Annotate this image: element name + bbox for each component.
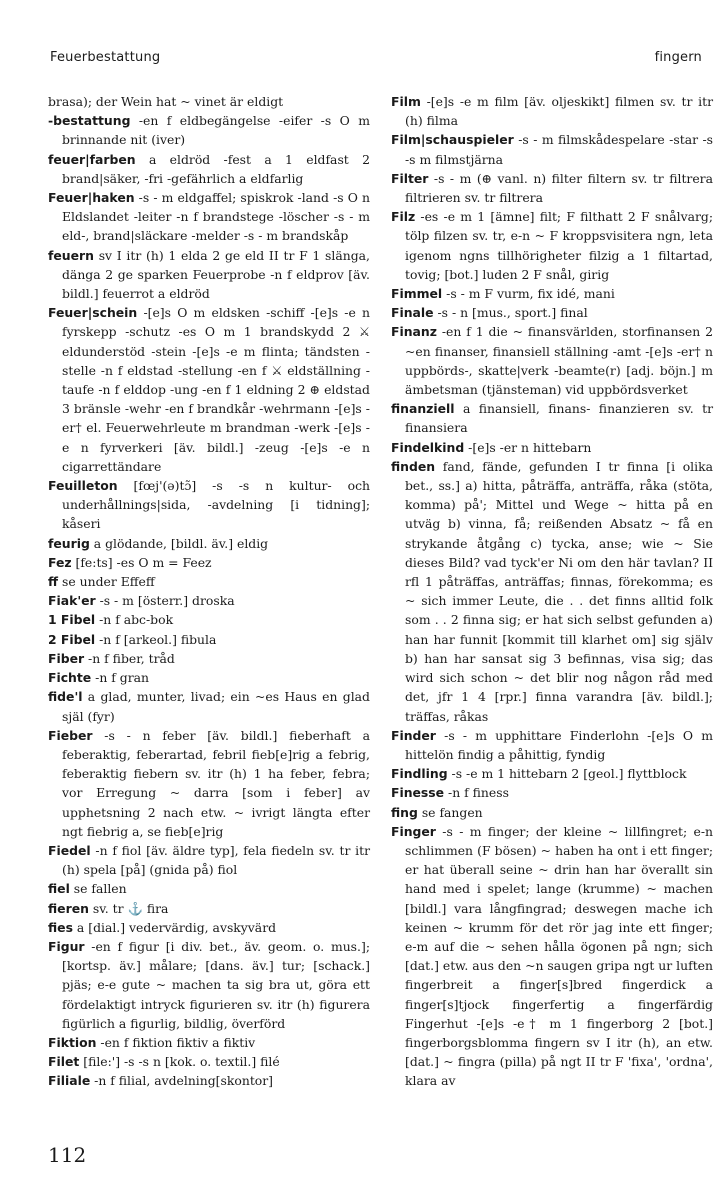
dictionary-entry — [48, 610, 370, 629]
entry-headword: Fiktion — [48, 1034, 97, 1050]
dictionary-entry — [48, 246, 370, 304]
entry-definition: -n f fiol [äv. äldre typ], fela fiedeln sv. tr itr (h) spela [på] (gnida på) fiol — [62, 842, 370, 878]
entry-headword: Film — [391, 94, 421, 109]
entry-definition: a [dial.] vedervärdig, avskyvärd — [72, 919, 277, 935]
entry-definition: -[e]s O m eldsken -schiff -[e]s -e n fyrskepp -schutz -es O m 1 brandskydd 2 ⚔ eldunderstöd -stein -[e]s -e m flinta; tändsten -stelle -n f eldstad -stellung -en f ⚔ eldställning -taufe -n f elddop -ung -en f 1 eldning 2 ⊕ eldstad 3 bränsle -wehr -en f brandkår -wehrmann -[e]s -er† el. Feuerwehrleute m brandman -werk -[e]s -e n fyrverkeri [äv. bildl.] -zeug -[e]s -e n cigarrettändare — [62, 305, 370, 474]
entry-definition: -n f finess — [444, 785, 509, 801]
entry-definition: -n f fiber, tråd — [84, 650, 175, 666]
dictionary-entry — [391, 303, 713, 322]
dictionary-entry — [48, 899, 370, 918]
entry-definition: se fangen — [417, 804, 483, 820]
entry-definition: -[e]s -e m film [äv. oljeskikt] filmen sv. tr itr (h) filma — [405, 94, 713, 129]
entry-definition: -en f figur [i div. bet., äv. geom. o. mus.]; [kortsp. äv.] målare; [dans. äv.] tur; [schack.] pjäs; e-e gute ~ machen ta sig bra ut, göra ett fördelaktigt intryck figurieren sv. itr (h) figurera figürlich a figurlig, bildlig, överförd — [62, 938, 370, 1031]
entry-headword: -bestattung — [48, 113, 131, 129]
dictionary-entry — [391, 822, 713, 1091]
entry-definition: -n f gran — [91, 670, 150, 686]
entry-headword: Finanz — [391, 324, 437, 340]
entry-headword: ff — [48, 574, 59, 590]
dictionary-entry — [48, 572, 370, 591]
entry-definition: -s - m [österr.] droska — [95, 593, 235, 609]
entry-definition: -s - n feber [äv. bildl.] fieberhaft a feberaktig, feberartad, febril fieb[e]rig a febrig, feberaktig fiebern sv. itr (h) 1 ha feber, febra; vor Erregung ~ darra [som i feber] av upphetsning 2 nach etw. ~ ivrigt längta efter ngt fiebrig a, se fieb[e]rig — [62, 727, 370, 839]
entry-headword: Finesse — [391, 785, 445, 801]
entry-definition: a finansiell, finans- finanzieren sv. tr finansiera — [405, 401, 713, 436]
entry-headword: fing — [391, 804, 418, 820]
entry-headword: Finder — [391, 727, 436, 743]
dictionary-entry — [48, 879, 370, 898]
dictionary-entry — [48, 303, 370, 476]
entry-headword: fide'l — [48, 689, 83, 705]
dictionary-entry — [391, 322, 713, 399]
dictionary-entry — [48, 1071, 370, 1090]
entry-headword: Finger — [391, 823, 436, 839]
entry-definition: se fallen — [69, 881, 127, 897]
dictionary-entry — [48, 937, 370, 1033]
entry-headword: Fimmel — [391, 286, 443, 302]
entry-headword: Findling — [391, 766, 448, 782]
dictionary-entry — [48, 687, 370, 725]
entry-definition: -s - m (⊕ vanl. n) filter filtern sv. tr filtrera filtrieren sv. tr filtrera — [405, 170, 713, 206]
entry-definition: -en f eldbegängelse -eifer -s O m brinnande nit (iver) — [62, 113, 370, 148]
dictionary-entry — [391, 726, 713, 764]
entry-headword: Filiale — [48, 1073, 91, 1089]
dictionary-entry — [48, 111, 370, 149]
dictionary-entry — [391, 92, 713, 130]
entry-headword: Fieber — [48, 727, 93, 743]
entry-definition: -s -e m 1 hittebarn 2 [geol.] flyttblock — [447, 766, 687, 782]
entry-definition: brasa); der Wein hat ~ vinet är eldigt — [48, 94, 284, 109]
dictionary-entry — [48, 591, 370, 610]
dictionary-entry — [48, 553, 370, 572]
entry-headword: 2 Fibel — [48, 631, 96, 647]
dictionary-entry — [391, 207, 713, 284]
entry-headword: fieren — [48, 900, 89, 916]
dictionary-entry — [391, 169, 713, 207]
entry-definition: -en f 1 die ~ finansvärlden, storfinansen 2 ~en finanser, finansiell ställning -amt -[e]s -er† n uppbörds-, skatte|verk -beamte(r) [adj. böjn.] m ämbetsman (tjänsteman) vid uppbördsverket — [405, 324, 713, 398]
entry-headword: Fiedel — [48, 842, 91, 858]
entry-definition: -n f abc-bok — [95, 612, 174, 628]
entry-definition: sv I itr (h) 1 elda 2 ge eld II tr F 1 slänga, dänga 2 ge sparken Feuerprobe -n f eldprov [äv. bildl.] feuerrot a eldröd — [62, 247, 370, 302]
dictionary-entry — [48, 726, 370, 841]
entry-definition: se under Effeff — [58, 574, 155, 590]
entry-definition: fand, fände, gefunden I tr finna [i olika bet., ss.] a) hitta, påträffa, anträffa, råka (stöta, komma) på'; Mittel und Wege ~ hitta på en utväg b) vinna, få; reißenden Absatz ~ få en strykande åtgång c) tycka, anse; wie ~ Sie dieses Bild? vad tyck'er Ni om den här tavlan? II rfl 1 påträffas, anträffas; finnas, förekomma; es ~ sich immer Leute, die . . det finns alltid folk som . . 2 finna sig; er hat sich selbst gefunden a) han har funnit [kommit till klarhet om] sig själv b) han har sansat sig 3 befinnas, visa sig; das wird sich schon ~ det blir nog någon råd med det, jfr 1 4 [rpr.] finna varandra [äv. bildl.]; träffas, råkas — [405, 458, 713, 724]
dictionary-entry — [391, 399, 713, 437]
entry-definition: -s - m finger; der kleine ~ lillfingret; e-n schlimmen (F bösen) ~ haben ha ont i ett finger; er hat überall seine ~ drin han har överallt sin hand med i spelet; lange (krumme) ~ machen [bildl.] vara långfingrad; deswegen mache ich keinen ~ krumm för det rör jag inte ett finger; e-m auf die ~ sehen hålla ögonen på ngn; sich [dat.] etw. aus den ~n saugen gripa ngt ur luften fingerbreit a finger[s]bred fingerdick a finger[s]tjock fingerfertig a fingerfärdig Fingerhut -[e]s -e† m 1 fingerborg 2 [bot.] fingerborgsblomma fingern sv I itr (h), an etw. [dat.] ~ fingra (pilla) på ngt II tr F 'fixa', 'ordna', klara av — [405, 823, 713, 1089]
entry-headword: Feuilleton — [48, 478, 118, 494]
entry-definition: sv. tr ⚓ fira — [88, 900, 169, 916]
dictionary-entry — [391, 130, 713, 168]
dictionary-entry — [48, 150, 370, 188]
dictionary-entry — [391, 783, 713, 802]
entry-headword: Filter — [391, 170, 429, 186]
dictionary-entry — [391, 438, 713, 457]
entry-definition: [fœj'(ə)tɔ̃] -s -s n kultur- och underhållnings|sida, -avdelning [i tidning]; kåseri — [62, 478, 370, 532]
dictionary-entry — [391, 284, 713, 303]
dictionary-entry — [48, 630, 370, 649]
entry-headword: feuern — [48, 247, 94, 263]
entry-headword: Filet — [48, 1054, 80, 1070]
dictionary-entry — [48, 668, 370, 687]
entry-headword: Fiber — [48, 650, 85, 666]
entry-definition: -s - m eldgaffel; spiskrok -land -s O n Eldslandet -leiter -n f brandstege -löscher -s - m eld-, brand|släckare -melder -s - m brandskåp — [62, 190, 370, 244]
entry-headword: 1 Fibel — [48, 612, 96, 628]
dictionary-entry — [48, 918, 370, 937]
entry-definition: [fe:ts] -es O m = Feez — [71, 554, 212, 570]
page-number: 112 — [48, 1143, 87, 1167]
entry-definition: [file:'] -s -s n [kok. o. textil.] filé — [79, 1054, 280, 1070]
dictionary-entry — [391, 803, 713, 822]
entry-headword: Findelkind — [391, 439, 465, 455]
entry-definition: -n f [arkeol.] fibula — [95, 631, 217, 647]
dictionary-entry — [48, 649, 370, 668]
entry-headword: fies — [48, 919, 73, 935]
entry-headword: Fiak'er — [48, 593, 96, 609]
right-column — [391, 92, 713, 1091]
entry-headword: Fez — [48, 554, 72, 570]
entry-headword: Feuer|haken — [48, 190, 135, 206]
entry-headword: finanziell — [391, 401, 455, 417]
dictionary-entry — [48, 841, 370, 879]
dictionary-entry — [48, 92, 370, 111]
entry-definition: -s - m upphittare Finderlohn -[e]s O m hittelön findig a påhittig, fyndig — [405, 727, 713, 762]
entry-definition: -en f fiktion fiktiv a fiktiv — [96, 1034, 256, 1050]
entry-headword: Fichte — [48, 670, 92, 686]
entry-definition: -n f filial, avdelning[skontor] — [90, 1073, 274, 1089]
left-column — [48, 92, 370, 1091]
dictionary-entry — [391, 457, 713, 726]
dictionary-entry — [48, 476, 370, 534]
entry-definition: -s - n [mus., sport.] final — [433, 305, 588, 321]
entry-headword: Feuer|schein — [48, 305, 138, 321]
entry-headword: feuer|farben — [48, 151, 136, 167]
entry-definition: -s - m filmskådespelare -star -s -s m filmstjärna — [405, 132, 713, 167]
entry-headword: feurig — [48, 535, 90, 551]
running-head-right: fingern — [654, 50, 702, 65]
dictionary-entry — [48, 534, 370, 553]
running-head-left: Feuerbestattung — [50, 50, 161, 65]
entry-definition: -es -e m 1 [ämne] filt; F filthatt 2 F snålvarg; tölp filzen sv. tr, e-n ~ F kroppsvisitera ngn, leta igenom ngns tillhörigheter filzig a 1 filtartad, tovig; [bot.] luden 2 F snål, girig — [405, 209, 713, 282]
entry-definition: a eldröd -fest a 1 eldfast 2 brand|säker, -fri -gefährlich a eldfarlig — [62, 151, 370, 186]
entry-headword: finden — [391, 458, 436, 474]
dictionary-entry — [48, 1033, 370, 1052]
dictionary-entry — [391, 764, 713, 783]
entry-headword: Finale — [391, 305, 434, 321]
entry-headword: Filz — [391, 209, 416, 225]
entry-headword: Film|schauspieler — [391, 132, 514, 148]
dictionary-entry — [48, 1052, 370, 1071]
entry-definition: a glad, munter, livad; ein ~es Haus en glad själ (fyr) — [62, 689, 370, 724]
dictionary-entry — [48, 188, 370, 246]
entry-definition: -[e]s -er n hittebarn — [464, 439, 592, 455]
entry-headword: Figur — [48, 938, 85, 954]
entry-headword: fiel — [48, 881, 70, 897]
entry-definition: a glödande, [bildl. äv.] eldig — [89, 535, 269, 551]
entry-definition: -s - m F vurm, fix idé, mani — [442, 286, 615, 302]
